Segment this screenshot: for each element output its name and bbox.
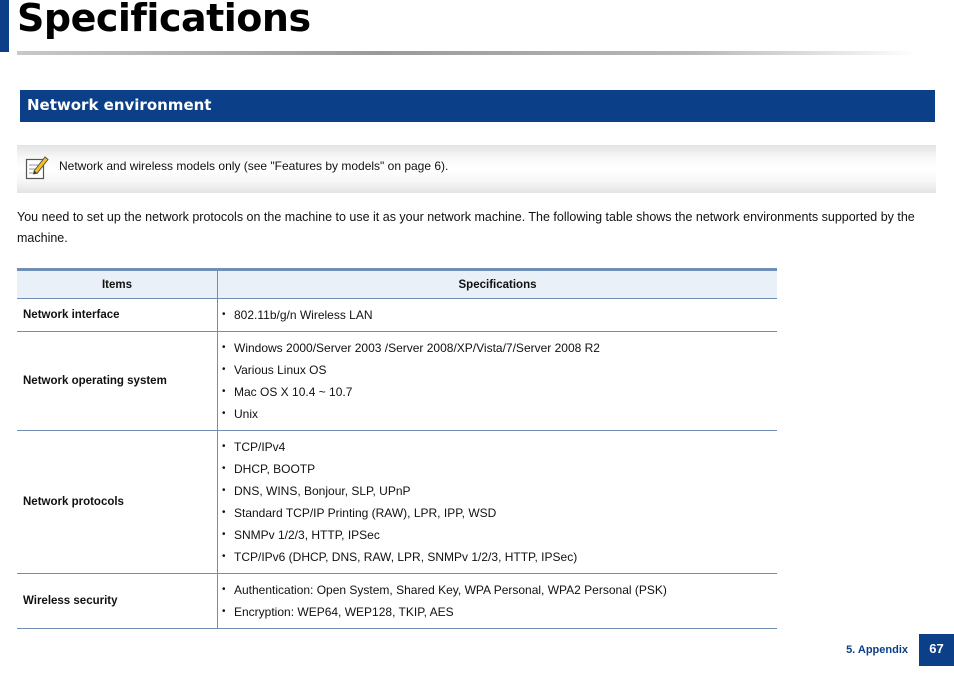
row-values: [218, 299, 778, 332]
spec-value: • TCP/IPv6 (DHCP, DNS, RAW, LPR, SNMPv 1/2/3, HTTP, IPSec): [222, 546, 777, 568]
table-header-row: [17, 270, 777, 299]
row-values: [218, 574, 778, 629]
section-header: [20, 90, 935, 122]
row-item-label: Network operating system: [17, 332, 218, 431]
page-title: Specifications: [17, 0, 311, 40]
spec-value: • SNMPv 1/2/3, HTTP, IPSec: [222, 524, 777, 546]
row-item-label: Network interface: [17, 299, 218, 332]
row-item-label: Wireless security: [17, 574, 218, 629]
spec-value: • Windows 2000/Server 2003 /Server 2008/XP/Vista/7/Server 2008 R2: [222, 337, 777, 359]
row-item-label: Network protocols: [17, 431, 218, 574]
spec-value: • 802.11b/g/n Wireless LAN: [222, 304, 777, 326]
note-pencil-icon: [25, 155, 49, 181]
note-text: Network and wireless models only (see "Features by models" on page 6).: [59, 159, 449, 173]
spec-value: • Encryption: WEP64, WEP128, TKIP, AES: [222, 601, 777, 623]
page-number-badge: 67: [919, 634, 954, 666]
network-spec-table: [17, 268, 777, 629]
spec-value: • DNS, WINS, Bonjour, SLP, UPnP: [222, 480, 777, 502]
note-box: [17, 145, 936, 193]
header-accent-bar: [0, 0, 9, 52]
section-title: Network environment: [27, 96, 212, 114]
spec-value: • DHCP, BOOTP: [222, 458, 777, 480]
spec-value: • Various Linux OS: [222, 359, 777, 381]
table-row: [17, 574, 777, 629]
column-header-specifications: Specifications: [218, 270, 778, 299]
footer-chapter-label: 5. Appendix: [846, 644, 908, 656]
intro-paragraph: You need to set up the network protocols on the machine to use it as your network machine. The following table shows the network environments supported by the machine.: [17, 210, 915, 245]
table-row: [17, 332, 777, 431]
spec-value: • Unix: [222, 403, 777, 425]
spec-value: • Standard TCP/IP Printing (RAW), LPR, IPP, WSD: [222, 502, 777, 524]
column-header-items: Items: [17, 270, 218, 299]
spec-value: • TCP/IPv4: [222, 436, 777, 458]
table-row: [17, 299, 777, 332]
spec-value: • Mac OS X 10.4 ~ 10.7: [222, 381, 777, 403]
row-values: [218, 332, 778, 431]
table-row: [17, 431, 777, 574]
row-values: [218, 431, 778, 574]
spec-value: • Authentication: Open System, Shared Key, WPA Personal, WPA2 Personal (PSK): [222, 579, 777, 601]
title-divider: [17, 51, 917, 55]
